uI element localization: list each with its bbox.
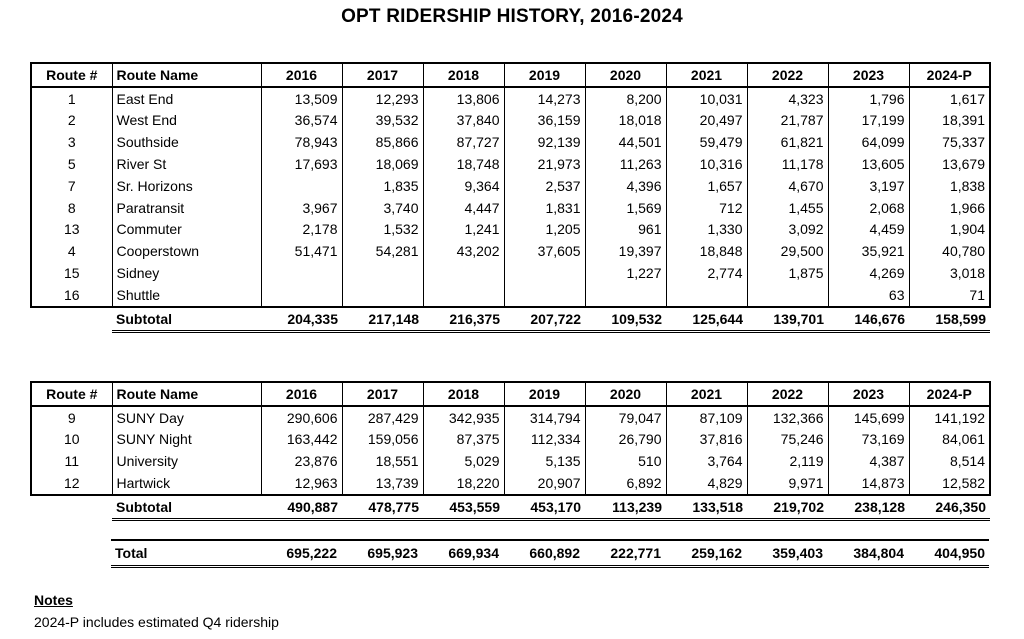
ridership-value: 5,135 [504,450,585,472]
ridership-value: 64,099 [828,131,909,153]
ridership-value: 54,281 [342,240,423,262]
ridership-value: 21,973 [504,153,585,175]
route-number: 4 [31,240,112,262]
year-header: 2019 [504,63,585,87]
ridership-value: 6,892 [585,472,666,495]
ridership-value: 13,739 [342,472,423,495]
ridership-value [504,262,585,284]
route-number-header: Route # [31,63,112,87]
total-value: 669,934 [422,540,503,567]
subtotal-value: 133,518 [666,495,747,519]
ridership-value: 17,693 [261,153,342,175]
ridership-value: 4,323 [747,87,828,110]
subtotal-label: Subtotal [112,495,261,519]
year-header: 2016 [261,382,342,406]
table-header-row [31,382,990,406]
year-header: 2021 [666,382,747,406]
route-name: Shuttle [112,284,261,307]
subtotal-value: 146,676 [828,307,909,331]
year-header: 2017 [342,63,423,87]
ridership-value: 141,192 [909,406,990,429]
ridership-value: 18,391 [909,110,990,132]
ridership-value: 71 [909,284,990,307]
ridership-value: 4,269 [828,262,909,284]
route-name: Cooperstown [112,240,261,262]
ridership-value: 87,375 [423,429,504,451]
ridership-value: 3,764 [666,450,747,472]
route-number-header: Route # [31,382,112,406]
ridership-value: 3,967 [261,197,342,219]
ridership-value: 8,514 [909,450,990,472]
ridership-value: 63 [828,284,909,307]
route-name: Sr. Horizons [112,175,261,197]
ridership-value: 18,551 [342,450,423,472]
year-header: 2022 [747,63,828,87]
ridership-value: 17,199 [828,110,909,132]
table-row [31,472,990,495]
table-row [31,429,990,451]
subtotal-value: 490,887 [261,495,342,519]
route-name-header: Route Name [112,63,261,87]
ridership-value: 14,873 [828,472,909,495]
route-name-header: Route Name [112,382,261,406]
ridership-value: 4,396 [585,175,666,197]
ridership-value: 29,500 [747,240,828,262]
ridership-value: 3,092 [747,219,828,241]
subtotal-value: 207,722 [504,307,585,331]
route-name: University [112,450,261,472]
ridership-value: 26,790 [585,429,666,451]
ridership-value: 20,497 [666,110,747,132]
ridership-table-city-routes [30,62,991,333]
ridership-value: 961 [585,219,666,241]
ridership-value [423,262,504,284]
ridership-value: 314,794 [504,406,585,429]
ridership-value: 21,787 [747,110,828,132]
ridership-value: 73,169 [828,429,909,451]
ridership-value: 1,831 [504,197,585,219]
ridership-value: 4,829 [666,472,747,495]
route-name: East End [112,87,261,110]
subtotal-value: 139,701 [747,307,828,331]
route-number: 15 [31,262,112,284]
ridership-value: 51,471 [261,240,342,262]
ridership-value: 12,582 [909,472,990,495]
year-header: 2022 [747,382,828,406]
ridership-value: 37,816 [666,429,747,451]
ridership-value: 1,205 [504,219,585,241]
ridership-value: 18,018 [585,110,666,132]
ridership-value: 2,119 [747,450,828,472]
ridership-value: 14,273 [504,87,585,110]
ridership-value: 1,657 [666,175,747,197]
ridership-value: 1,796 [828,87,909,110]
table-row [31,197,990,219]
subtotal-value: 204,335 [261,307,342,331]
ridership-value: 1,838 [909,175,990,197]
table-row [31,406,990,429]
ridership-value: 4,670 [747,175,828,197]
ridership-value: 84,061 [909,429,990,451]
route-name: SUNY Night [112,429,261,451]
ridership-value: 18,220 [423,472,504,495]
ridership-value: 85,866 [342,131,423,153]
ridership-table-university-routes [30,381,991,521]
year-header: 2017 [342,382,423,406]
ridership-value [666,284,747,307]
total-value: 384,804 [827,540,908,567]
route-number: 11 [31,450,112,472]
ridership-value: 10,316 [666,153,747,175]
table-row [31,175,990,197]
ridership-value: 132,366 [747,406,828,429]
year-header: 2021 [666,63,747,87]
ridership-value [423,284,504,307]
ridership-value: 13,806 [423,87,504,110]
ridership-value [261,262,342,284]
ridership-value: 3,197 [828,175,909,197]
ridership-value: 9,364 [423,175,504,197]
route-name: Southside [112,131,261,153]
ridership-value: 10,031 [666,87,747,110]
route-number: 5 [31,153,112,175]
ridership-value: 3,740 [342,197,423,219]
ridership-value: 1,904 [909,219,990,241]
ridership-value: 59,479 [666,131,747,153]
route-name: Commuter [112,219,261,241]
route-number: 3 [31,131,112,153]
ridership-value: 3,018 [909,262,990,284]
year-header: 2024-P [909,382,990,406]
ridership-value: 342,935 [423,406,504,429]
ridership-value: 2,178 [261,219,342,241]
ridership-value: 11,178 [747,153,828,175]
ridership-value: 87,109 [666,406,747,429]
ridership-value: 11,263 [585,153,666,175]
total-value: 695,222 [260,540,341,567]
year-header: 2024-P [909,63,990,87]
year-header: 2020 [585,382,666,406]
table-row [31,262,990,284]
table-header-row [31,63,990,87]
ridership-value: 1,569 [585,197,666,219]
total-value: 259,162 [665,540,746,567]
ridership-value: 9,971 [747,472,828,495]
subtotal-row [31,495,990,519]
ridership-value: 75,246 [747,429,828,451]
ridership-value: 2,774 [666,262,747,284]
ridership-value: 13,679 [909,153,990,175]
route-name: Paratransit [112,197,261,219]
ridership-value: 36,574 [261,110,342,132]
year-header: 2018 [423,382,504,406]
ridership-value: 35,921 [828,240,909,262]
ridership-value [342,284,423,307]
ridership-value: 40,780 [909,240,990,262]
table-row [31,131,990,153]
ridership-value: 44,501 [585,131,666,153]
total-table [30,539,989,568]
table-row [31,240,990,262]
ridership-value: 1,227 [585,262,666,284]
ridership-value: 4,447 [423,197,504,219]
ridership-value: 1,330 [666,219,747,241]
ridership-value: 2,537 [504,175,585,197]
route-number: 7 [31,175,112,197]
table-row [31,284,990,307]
table-row [31,87,990,110]
ridership-value: 36,159 [504,110,585,132]
subtotal-value: 453,559 [423,495,504,519]
ridership-value: 145,699 [828,406,909,429]
ridership-value [747,284,828,307]
ridership-value: 1,617 [909,87,990,110]
subtotal-row [31,307,990,331]
year-header: 2016 [261,63,342,87]
subtotal-value: 478,775 [342,495,423,519]
route-number: 10 [31,429,112,451]
year-header: 2018 [423,63,504,87]
route-name: Hartwick [112,472,261,495]
ridership-value: 19,397 [585,240,666,262]
route-number: 1 [31,87,112,110]
route-name: River St [112,153,261,175]
ridership-value: 12,963 [261,472,342,495]
table-row [31,153,990,175]
ridership-value: 163,442 [261,429,342,451]
route-number: 2 [31,110,112,132]
ridership-value: 13,509 [261,87,342,110]
ridership-value: 1,241 [423,219,504,241]
route-number: 12 [31,472,112,495]
ridership-value: 13,605 [828,153,909,175]
page-title: OPT RIDERSHIP HISTORY, 2016-2024 [341,6,683,27]
table-row [31,110,990,132]
ridership-value: 18,069 [342,153,423,175]
ridership-value [261,175,342,197]
subtotal-value: 216,375 [423,307,504,331]
route-number: 9 [31,406,112,429]
route-name: Sidney [112,262,261,284]
ridership-value: 78,943 [261,131,342,153]
subtotal-value: 158,599 [909,307,990,331]
year-header: 2019 [504,382,585,406]
total-value: 695,923 [341,540,422,567]
ridership-value: 1,455 [747,197,828,219]
subtotal-value: 217,148 [342,307,423,331]
year-header: 2023 [828,63,909,87]
ridership-value: 37,605 [504,240,585,262]
subtotal-value: 113,239 [585,495,666,519]
ridership-value: 159,056 [342,429,423,451]
ridership-value [585,284,666,307]
ridership-value: 18,848 [666,240,747,262]
ridership-value: 4,459 [828,219,909,241]
ridership-value: 1,966 [909,197,990,219]
total-row [30,540,989,567]
ridership-value [342,262,423,284]
ridership-value: 75,337 [909,131,990,153]
subtotal-label: Subtotal [112,307,261,331]
ridership-value: 39,532 [342,110,423,132]
subtotal-value: 219,702 [747,495,828,519]
table-row [31,219,990,241]
ridership-value: 43,202 [423,240,504,262]
table-row [31,450,990,472]
route-number: 8 [31,197,112,219]
subtotal-value: 246,350 [909,495,990,519]
ridership-value: 5,029 [423,450,504,472]
notes-heading: Notes [34,592,73,608]
subtotal-value: 453,170 [504,495,585,519]
ridership-value: 8,200 [585,87,666,110]
ridership-value: 287,429 [342,406,423,429]
year-header: 2023 [828,382,909,406]
ridership-value: 37,840 [423,110,504,132]
year-header: 2020 [585,63,666,87]
ridership-value: 18,748 [423,153,504,175]
ridership-value: 1,532 [342,219,423,241]
ridership-value: 23,876 [261,450,342,472]
route-name: West End [112,110,261,132]
ridership-value: 510 [585,450,666,472]
total-value: 359,403 [746,540,827,567]
ridership-value: 20,907 [504,472,585,495]
route-number: 13 [31,219,112,241]
total-label: Total [111,540,260,567]
ridership-value [504,284,585,307]
ridership-value: 112,334 [504,429,585,451]
ridership-value: 712 [666,197,747,219]
route-number: 16 [31,284,112,307]
ridership-value: 290,606 [261,406,342,429]
subtotal-value: 238,128 [828,495,909,519]
ridership-value: 1,835 [342,175,423,197]
route-name: SUNY Day [112,406,261,429]
ridership-value: 12,293 [342,87,423,110]
ridership-value: 2,068 [828,197,909,219]
ridership-value: 1,875 [747,262,828,284]
ridership-value: 87,727 [423,131,504,153]
notes-text: 2024-P includes estimated Q4 ridership [34,614,279,630]
ridership-value [261,284,342,307]
ridership-value: 92,139 [504,131,585,153]
subtotal-value: 109,532 [585,307,666,331]
subtotal-value: 125,644 [666,307,747,331]
total-value: 404,950 [908,540,989,567]
total-value: 222,771 [584,540,665,567]
total-value: 660,892 [503,540,584,567]
ridership-value: 79,047 [585,406,666,429]
ridership-value: 61,821 [747,131,828,153]
ridership-value: 4,387 [828,450,909,472]
